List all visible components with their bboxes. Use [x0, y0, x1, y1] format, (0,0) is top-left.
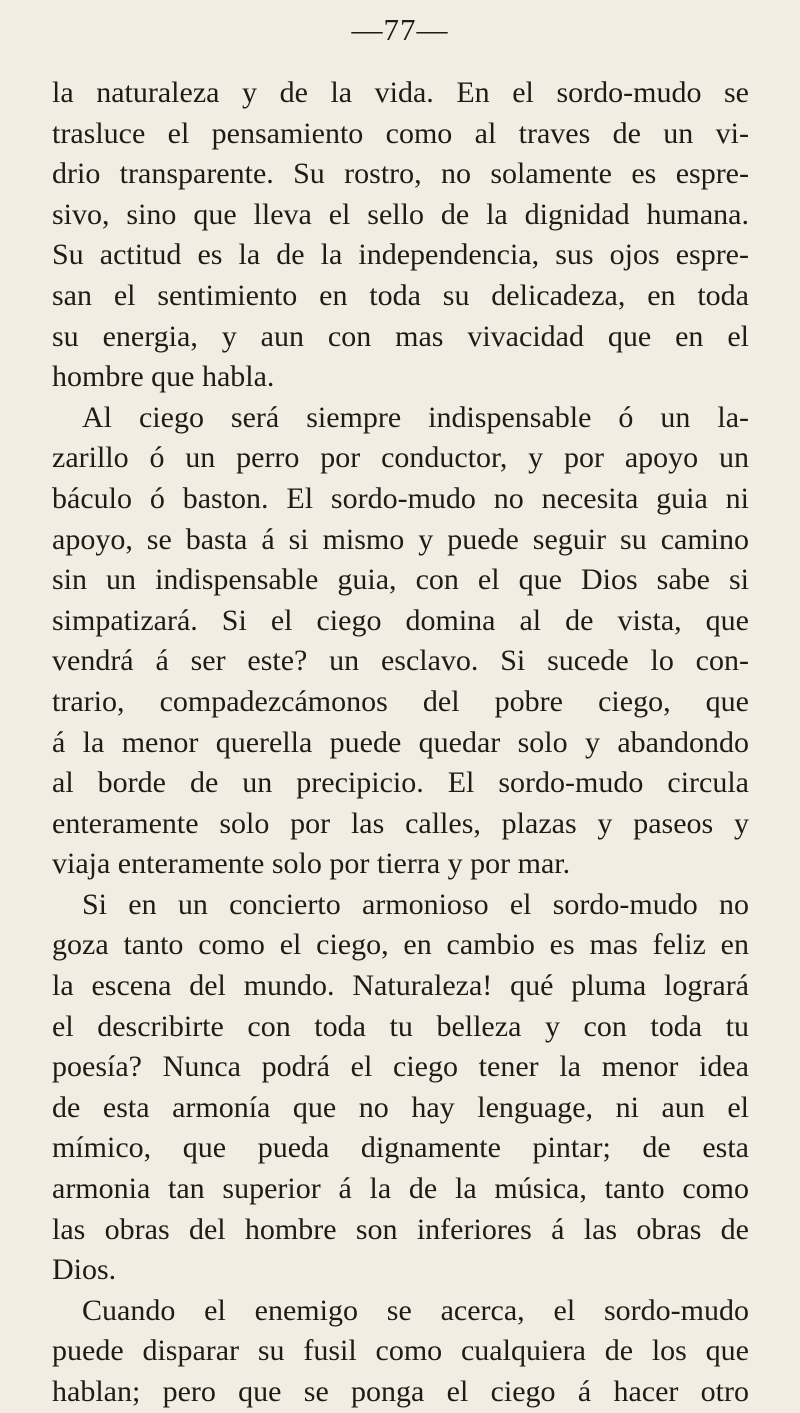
text-line: trasluce el pensamiento como al traves de un vi-: [52, 116, 749, 150]
text-line: armonia tan superior á la de la música, tanto como: [52, 1172, 749, 1206]
text-line: enteramente solo por las calles, plazas y paseos y: [52, 806, 749, 840]
text-line: hombre que habla.: [52, 360, 275, 394]
body-text: [52, 73, 749, 1413]
text-line: hablan; pero que se ponga el ciego á hacer otro: [52, 1375, 749, 1408]
text-line: su energia, y aun con mas vivacidad que en el: [52, 319, 749, 353]
page-number: —77—: [351, 12, 449, 47]
text-line: las obras del hombre son inferiores á las obras de: [52, 1212, 749, 1246]
text-line: goza tanto como el ciego, en cambio es mas feliz en: [52, 928, 749, 962]
text-line: Al ciego será siempre indispensable ó un la-: [82, 400, 749, 434]
text-line: vendrá á ser este? un esclavo. Si sucede lo con-: [52, 644, 749, 678]
text-line: Si en un concierto armonioso el sordo-mudo no: [82, 887, 749, 921]
text-line: Su actitud es la de la independencia, sus ojos espre-: [52, 238, 749, 272]
text-line: puede disparar su fusil como cualquiera de los que: [52, 1334, 749, 1368]
text-line: sin un indispensable guia, con el que Dios sabe si: [52, 563, 749, 597]
text-line: Dios.: [52, 1253, 117, 1287]
text-line: al borde de un precipicio. El sordo-mudo circula: [52, 766, 749, 800]
text-line: poesía? Nunca podrá el ciego tener la menor idea: [52, 1050, 749, 1084]
text-line: drio transparente. Su rostro, no solamente es espre-: [52, 157, 749, 191]
text-line: apoyo, se basta á si mismo y puede seguir su camino: [52, 522, 749, 556]
text-line: zarillo ó un perro por conductor, y por apoyo un: [52, 441, 749, 475]
text-line: simpatizará. Si el ciego domina al de vista, que: [52, 603, 749, 637]
text-line: á la menor querella puede quedar solo y abandondo: [52, 725, 749, 759]
text-line: sivo, sino que lleva el sello de la dignidad humana.: [52, 197, 749, 231]
text-line: mímico, que pueda dignamente pintar; de esta: [52, 1131, 749, 1165]
text-line: báculo ó baston. El sordo-mudo no necesita guia ni: [52, 481, 749, 515]
text-line: la naturaleza y de la vida. En el sordo-mudo se: [52, 76, 749, 109]
text-line: san el sentimiento en toda su delicadeza, en toda: [52, 278, 749, 312]
text-line: de esta armonía que no hay lenguage, ni aun el: [52, 1090, 749, 1124]
text-line: Cuando el enemigo se acerca, el sordo-mudo: [82, 1293, 749, 1327]
text-line: viaja enteramente solo por tierra y por mar.: [52, 847, 571, 881]
text-line: trario, compadezcámonos del pobre ciego, que: [52, 684, 749, 718]
text-line: la escena del mundo. Naturaleza! qué pluma logrará: [52, 969, 749, 1003]
text-line: el describirte con toda tu belleza y con toda tu: [52, 1009, 749, 1043]
